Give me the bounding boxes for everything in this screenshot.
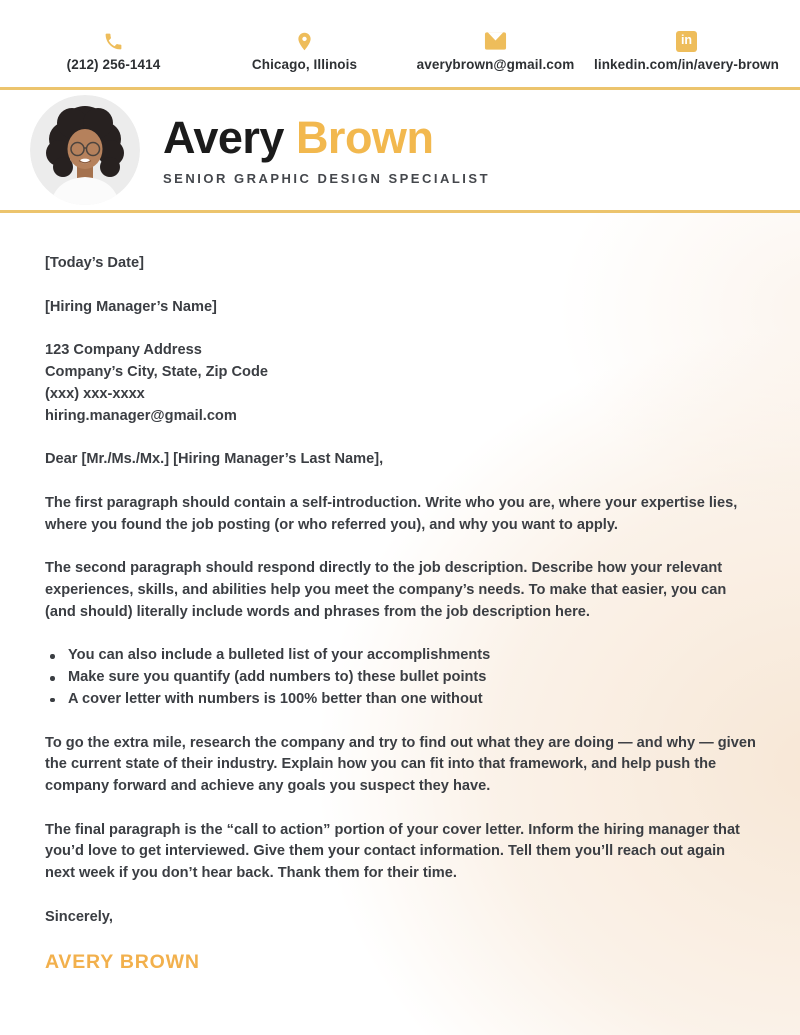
list-item: Make sure you quantify (add numbers to) these bullet points	[45, 667, 756, 689]
job-title: SENIOR GRAPHIC DESIGN SPECIALIST	[163, 170, 491, 186]
phone-number: (212) 256-1414	[66, 57, 161, 72]
date-placeholder: [Today’s Date]	[45, 255, 144, 271]
email-address[interactable]: averybrown@gmail.com	[416, 57, 575, 72]
phone-icon	[103, 30, 124, 52]
company-address-block	[45, 340, 756, 427]
address-line: hiring.manager@gmail.com	[45, 407, 237, 424]
profile-band	[0, 90, 800, 213]
address-line: Company’s City, State, Zip Code	[45, 364, 268, 381]
paragraph-research: To go the extra mile, research the company and try to find out what they are doing — and why — given the current state of their industry. Explain how you can fit into that framework, and help push the company forward and achieve any goals you suspect they have.	[45, 734, 756, 794]
paragraph-closing: The final paragraph is the “call to action” portion of your cover letter. Inform the hiring manager that you’d love to get interviewed. Give them your contact information. Tell them you’ll reach out again next week if you don’t hear back. Thank them for their time.	[45, 821, 740, 882]
contact-bar	[0, 0, 800, 90]
linkedin-icon: in	[676, 30, 697, 52]
address-line: 123 Company Address	[45, 342, 202, 359]
address-line: (xxx) xxx-xxxx	[45, 385, 145, 402]
contact-phone	[18, 30, 209, 87]
last-name: Brown	[295, 112, 434, 164]
contact-email	[400, 30, 591, 87]
name-block	[163, 114, 490, 185]
manager-placeholder: [Hiring Manager’s Name]	[45, 298, 217, 315]
location-text: Chicago, Illinois	[251, 57, 358, 72]
list-item: You can also include a bulleted list of your accomplishments	[45, 645, 756, 667]
email-icon	[484, 30, 507, 52]
closing: Sincerely,	[45, 908, 113, 925]
salutation: Dear [Mr./Ms./Mx.] [Hiring Manager’s Last Name],	[45, 451, 384, 468]
paragraph-intro: The first paragraph should contain a self-introduction. Write who you are, where your expertise lies, where you found the job posting (or who referred you), and why you want to apply.	[45, 494, 738, 533]
signature: AVERY BROWN	[45, 951, 200, 974]
profile-photo	[30, 95, 140, 205]
letter-body	[0, 213, 800, 974]
first-name: Avery	[163, 112, 284, 164]
contact-location	[209, 30, 400, 87]
linkedin-url[interactable]: linkedin.com/in/avery-brown	[594, 57, 779, 72]
accomplishments-list	[45, 645, 756, 710]
contact-linkedin	[591, 30, 782, 87]
location-pin-icon	[294, 30, 315, 52]
paragraph-body: The second paragraph should respond directly to the job description. Describe how your relevant experiences, skills, and abilities help you meet the company’s needs. To make that easier, you can (and should) literally include words and phrases from the job description here.	[45, 560, 727, 620]
list-item: A cover letter with numbers is 100% better than one without	[45, 689, 756, 711]
full-name	[163, 112, 490, 164]
